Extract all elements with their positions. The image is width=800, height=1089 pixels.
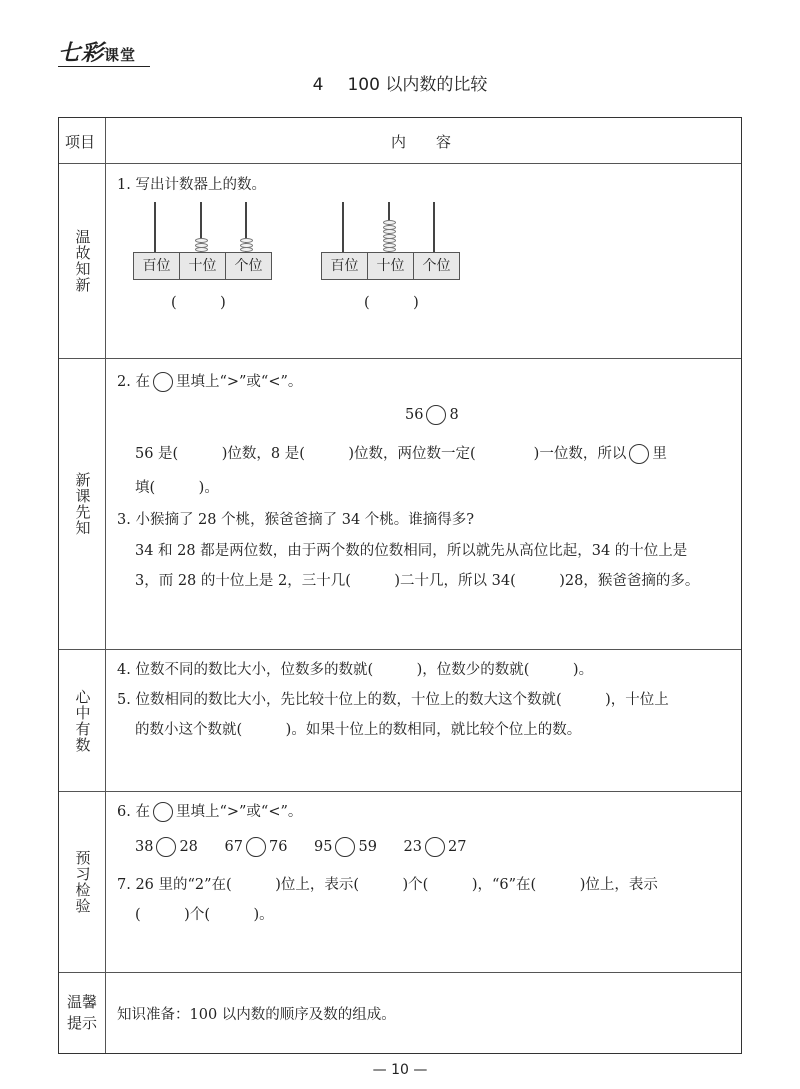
abacus-rods [321, 202, 459, 252]
q1-answer-1[interactable]: ( ) [171, 295, 226, 311]
q2-line-1 [135, 442, 667, 464]
title-text: 100 以内数的比较 [347, 75, 488, 95]
section-label-summary: 心中有数 [73, 688, 92, 753]
place-hundreds: 百位 [134, 253, 180, 279]
place-hundreds: 百位 [322, 253, 368, 279]
q3-question: 3. 小猴摘了 28 个桃，猴爸爸摘了 34 个桃。谁摘得多? [117, 512, 475, 528]
q6-right: 27 [448, 839, 467, 855]
brand-text: 课堂 [104, 46, 137, 64]
q2-line1-tail: 里 [652, 446, 667, 462]
abacus-rod [433, 202, 435, 252]
compare-circle[interactable] [335, 837, 355, 857]
q2-instruction [117, 370, 302, 392]
abacus-rod [342, 202, 344, 252]
place-value-row [321, 252, 460, 280]
q6-left: 67 [224, 839, 243, 855]
abacus-bead [195, 238, 208, 243]
q2-comparison [405, 405, 459, 425]
q1-answer-2[interactable]: ( ) [364, 295, 419, 311]
abacus-bead [383, 220, 396, 225]
place-tens: 十位 [368, 253, 414, 279]
page-title [0, 70, 800, 95]
q2-line-2: 填( )。 [135, 480, 219, 496]
q6-comparisons [135, 837, 466, 857]
abacus-bead [383, 243, 396, 248]
circle-icon [629, 444, 649, 464]
q6-left: 23 [403, 839, 422, 855]
q2-post: 里填上“>”或“<”。 [175, 374, 303, 390]
header-content: 内 容 [391, 133, 452, 151]
q2-right: 8 [449, 407, 459, 423]
q3-explanation-2: 3，而 28 的十位上是 2，三十几( )二十几，所以 34( )28，猴爸爸摘的多。 [135, 573, 700, 589]
compare-circle[interactable] [156, 837, 176, 857]
q6-right: 59 [358, 839, 377, 855]
row-divider [59, 649, 741, 650]
abacus-bead [383, 225, 396, 230]
section-label-review: 温故知新 [73, 229, 92, 293]
q2-pre: 2. 在 [117, 374, 150, 390]
abacus-rod [154, 202, 156, 252]
brand-logo-text: 七彩 [58, 41, 105, 66]
title-number: 4 [312, 75, 324, 95]
place-tens: 十位 [180, 253, 226, 279]
q6-instruction [117, 800, 302, 822]
q6-left: 38 [135, 839, 154, 855]
q6-post: 里填上“>”或“<”。 [175, 804, 303, 820]
content-table [58, 117, 742, 1054]
q1-text: 1. 写出计数器上的数。 [117, 177, 266, 193]
q7-text-2: ( )个( )。 [135, 907, 274, 923]
row-divider [59, 358, 741, 359]
q6-right: 28 [179, 839, 198, 855]
abacus-bead [240, 238, 253, 243]
page-number: — 10 — [372, 1062, 428, 1078]
column-divider [105, 118, 106, 1053]
abacus-bead [383, 234, 396, 239]
place-value-row [133, 252, 272, 280]
q2-line1-text: 56 是( )位数，8 是( )位数，两位数一定( )一位数，所以 [135, 446, 627, 462]
compare-circle[interactable] [426, 405, 446, 425]
section-label-tip: 温馨提示 [66, 993, 97, 1032]
q4-text: 4. 位数不同的数比大小，位数多的数就( )，位数少的数就( )。 [117, 662, 594, 678]
row-divider [59, 972, 741, 973]
section-label-check [59, 792, 105, 972]
abacus-rods [133, 202, 271, 252]
tip-text: 知识准备：100 以内数的顺序及数的组成。 [117, 1007, 396, 1023]
q6-pre: 6. 在 [117, 804, 150, 820]
brand-logo [58, 36, 136, 67]
q6-pair [314, 839, 377, 855]
q6-pair [135, 839, 198, 855]
place-ones: 个位 [234, 258, 263, 274]
compare-circle[interactable] [425, 837, 445, 857]
abacus-bead [383, 238, 396, 243]
row-divider [59, 791, 741, 792]
q2-left: 56 [405, 407, 424, 423]
q6-right: 76 [268, 839, 288, 855]
q6-pair [404, 839, 467, 855]
section-label-preview: 新课先知 [73, 472, 92, 536]
q5-text-1: 5. 位数相同的数比大小，先比较十位上的数，十位上的数大这个数就( )，十位上 [117, 692, 669, 708]
header-project: 项目 [65, 133, 96, 151]
compare-circle[interactable] [246, 837, 266, 857]
circle-icon [153, 372, 173, 392]
place-ones: 个位 [422, 258, 451, 274]
q5-text-2: 的数小这个数就( )。如果十位上的数相同，就比较个位上的数。 [135, 722, 582, 738]
q7-text-1: 7. 26 里的“2”在( )位上，表示( )个( )，“6”在( )位上，表示 [117, 877, 658, 893]
abacus-bead [383, 229, 396, 234]
q6-left: 95 [314, 839, 333, 855]
section-label-check-text: 预习检验 [73, 850, 92, 914]
q3-explanation-1: 34 和 28 都是两位数，由于两个数的位数相同，所以就先从高位比起，34 的十位上是 [135, 543, 688, 559]
abacus-bead [240, 243, 253, 248]
row-divider [59, 163, 741, 164]
q6-pair [225, 839, 288, 855]
abacus-bead [195, 243, 208, 248]
brand-underline [58, 66, 150, 67]
circle-icon [153, 802, 173, 822]
